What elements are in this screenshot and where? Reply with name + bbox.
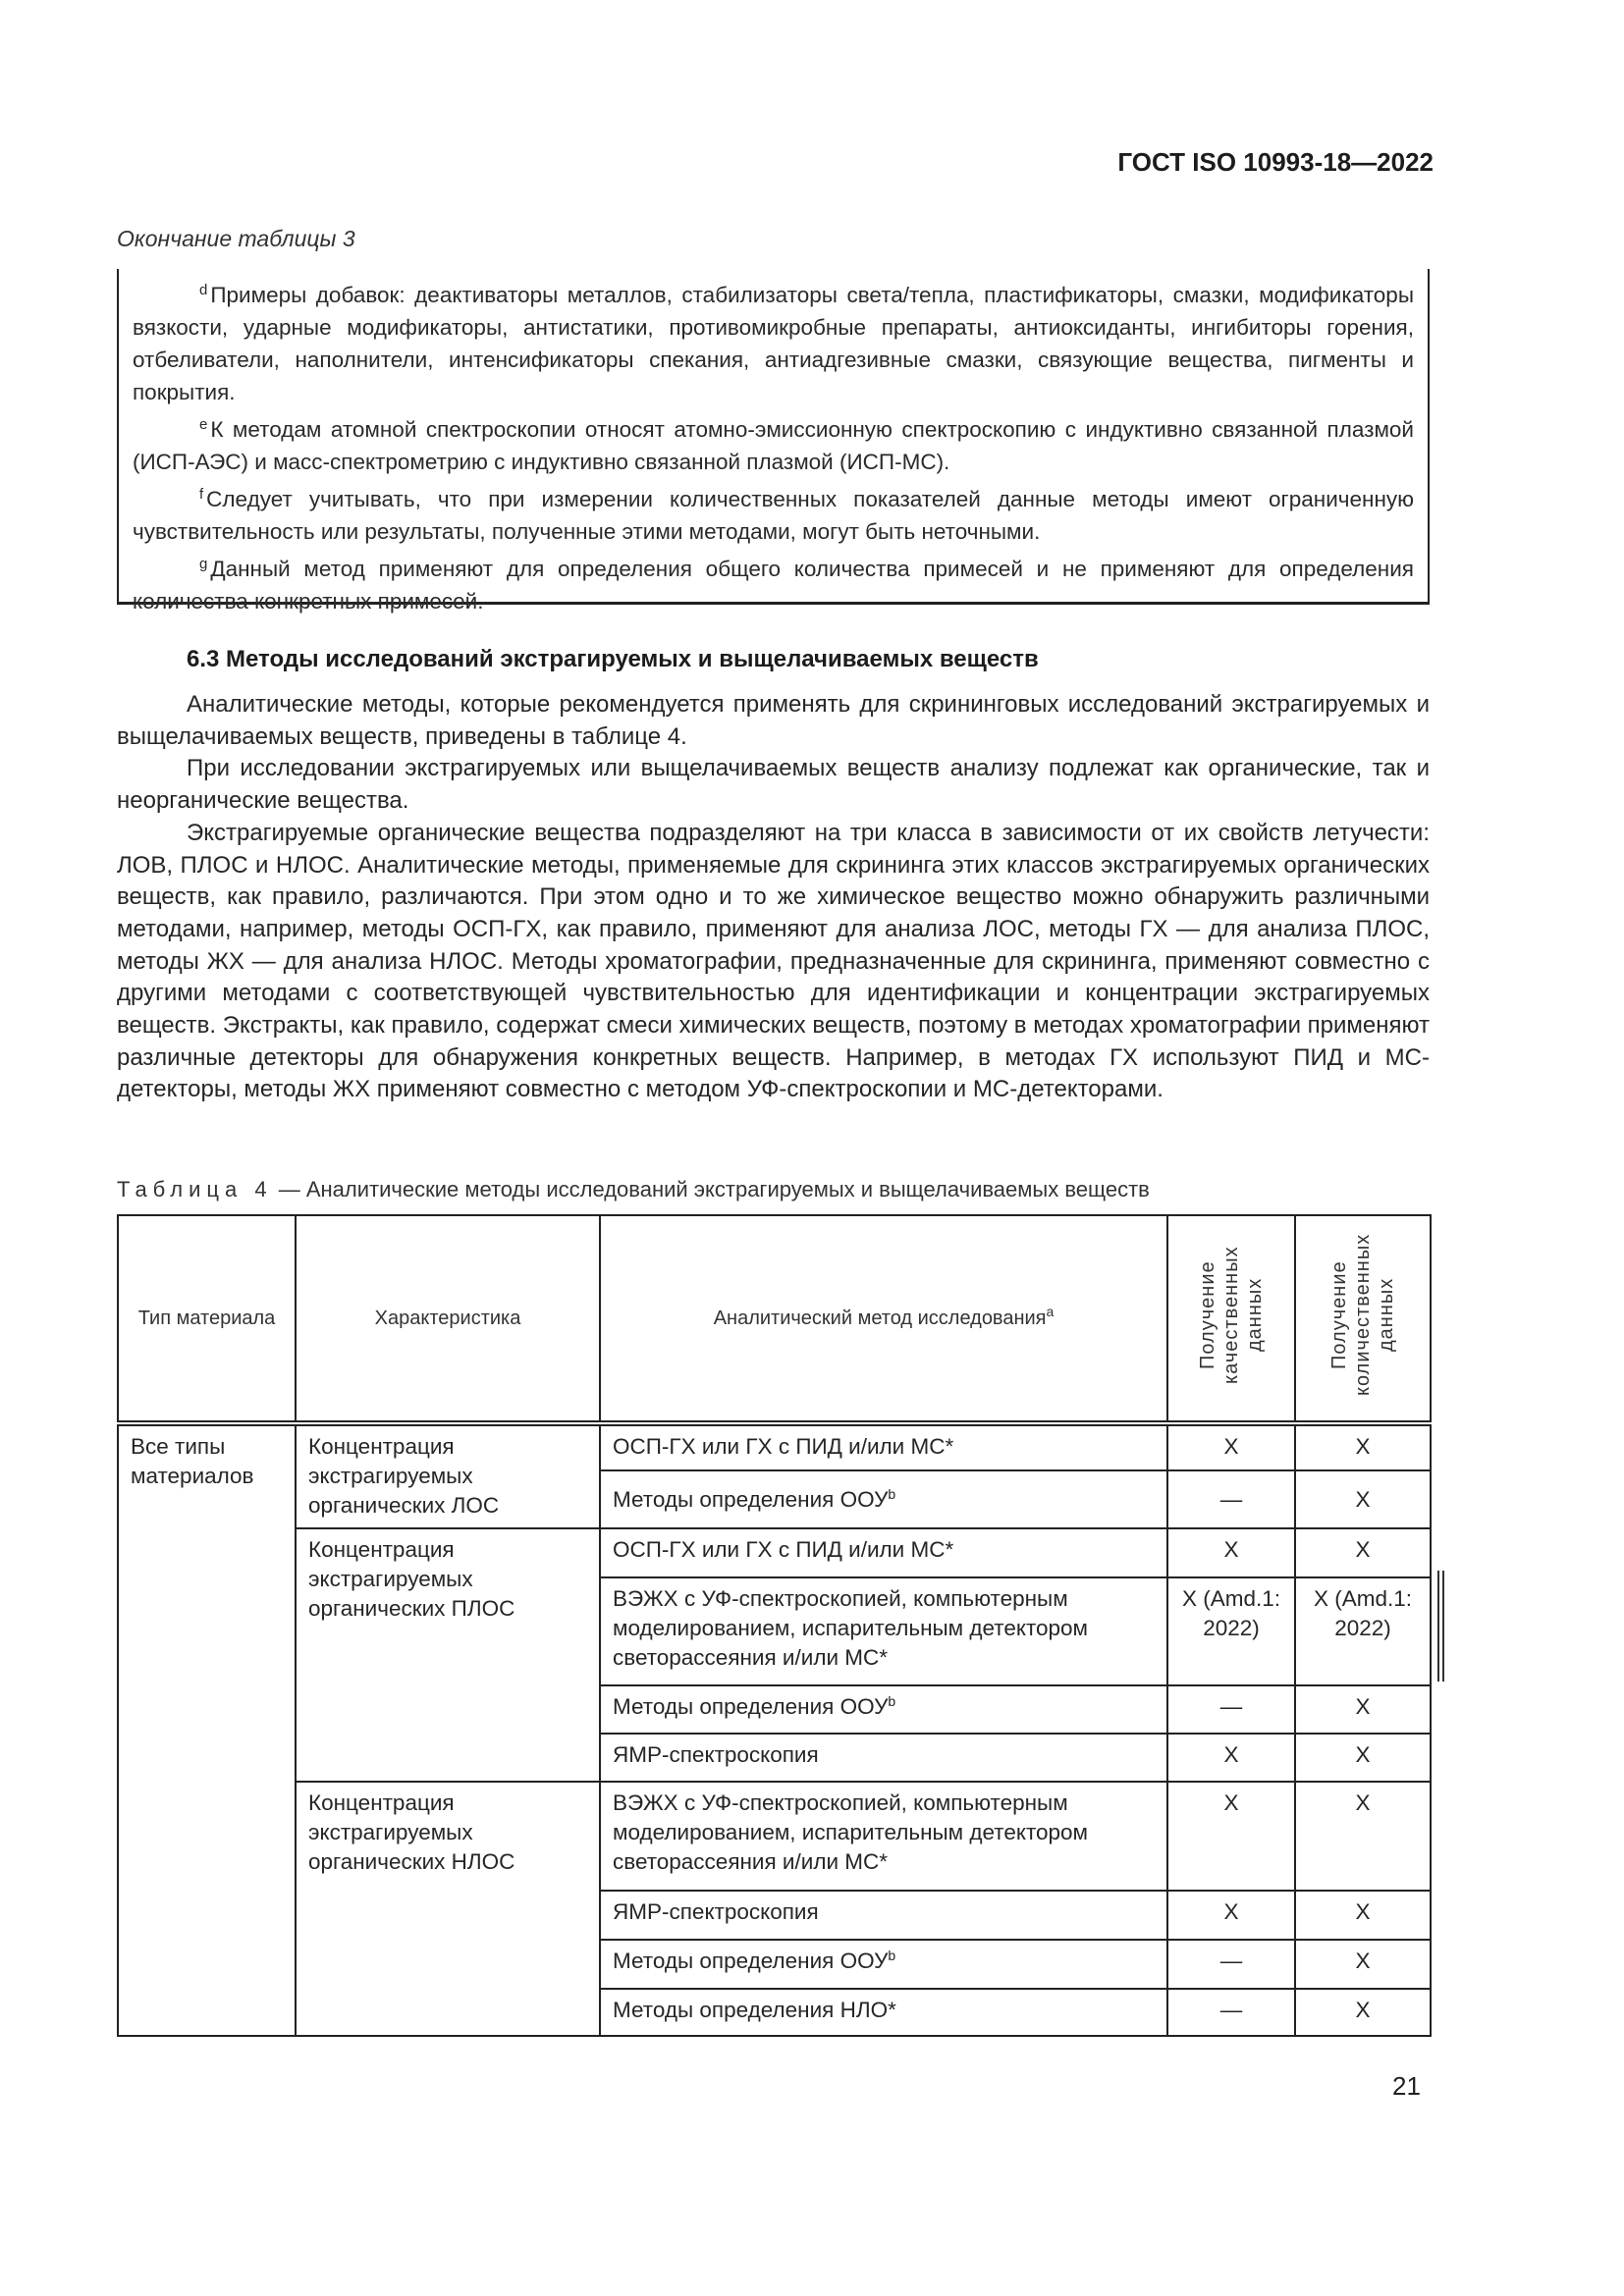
cell-quantitative: X — [1295, 1782, 1431, 1891]
cell-material-type: Все типы материалов — [118, 1423, 296, 2036]
table3-footnotes-box — [117, 269, 1430, 614]
table-row — [118, 1528, 1431, 1577]
footnote-d: $^d$ Примеры добавок: деактиваторы металлов, стабилизаторы света/тепла, пластификаторы, смазки, модификаторы вязкости, ударные модификаторы, антистатики, противомикробные препараты, антиоксиданты, ингибиторы горения, отбеливатели, наполнители, интенсификаторы спекания, антиадгезивные смазки, связующие вещества, пигменты и покрытия. — [133, 282, 1414, 404]
footnote-mark: e — [199, 416, 208, 433]
cell-qualitative: — — [1167, 1470, 1295, 1528]
header-characteristic: Характеристика — [296, 1215, 600, 1423]
cell-method: Методы определения ООУ$^b$ — [600, 1470, 1167, 1528]
header-method: Аналитический метод исследования$^a$ — [600, 1215, 1167, 1423]
cell-qualitative: — — [1167, 1940, 1295, 1989]
cell-characteristic: Концентрация экстрагируемых органических НЛОС — [296, 1782, 600, 2036]
cell-method: ЯМР-спектроскопия — [600, 1891, 1167, 1940]
cell-quantitative: X — [1295, 1891, 1431, 1940]
cell-quantitative: X — [1295, 1470, 1431, 1528]
cell-qualitative: X — [1167, 1528, 1295, 1577]
cell-qualitative: — — [1167, 1685, 1295, 1734]
document-code: ГОСТ ISO 10993-18—2022 — [1117, 147, 1434, 177]
paragraph: При исследовании экстрагируемых или выщелачиваемых веществ анализу подлежат как органические, так и неорганические вещества. — [117, 755, 1430, 815]
cell-qualitative: X — [1167, 1423, 1295, 1470]
page-number: 21 — [1392, 2071, 1421, 2101]
amendment-change-bar — [1437, 1571, 1444, 1682]
header-quantitative: Получение количественных данных — [1295, 1215, 1431, 1423]
table4 — [117, 1214, 1432, 2037]
footnote-g: $^g$ Данный метод применяют для определения общего количества примесей и не применяют для определения количества конкретных примесей. — [133, 556, 1414, 614]
cell-quantitative: X — [1295, 1989, 1431, 2036]
header-qualitative: Получение качественных данных — [1167, 1215, 1295, 1423]
cell-qualitative: — — [1167, 1989, 1295, 2036]
cell-method: ЯМР-спектроскопия — [600, 1734, 1167, 1782]
cell-quantitative: X — [1295, 1685, 1431, 1734]
table-row — [118, 1423, 1431, 1470]
paragraph: Экстрагируемые органические вещества подразделяют на три класса в зависимости от их свойств летучести: ЛОВ, ПЛОС и НЛОС. Аналитические методы, применяемые для скрининга этих классов экстрагируемых органических веществ, как правило, различаются. При этом одно и то же химическое вещество можно обнаружить различными методами, например, методы ОСП-ГХ, как правило, применяют для анализа ЛОС, методы ГХ — для анализа ПЛОС, методы ЖХ — для анализа НЛОС. Методы хроматографии, предназначенные для скрининга, применяют совместно с другими методами с соответствующей чувствительностью для идентификации и концентрации экстрагируемых веществ. Экстракты, как правило, содержат смеси химических веществ, поэтому в методах хроматографии применяют различные детекторы для обнаружения конкретных веществ. Например, в методах ГХ используют ПИД и МС-детекторы, методы ЖХ применяют совместно с методом УФ-спектроскопии и МС-детекторами. — [117, 819, 1430, 1103]
footnote-e: $^e$ К методам атомной спектроскопии относят атомно-эмиссионную спектроскопию с индуктивно связанной плазмой (ИСП-АЭС) и масс-спектрометрию с индуктивно связанной плазмой (ИСП-МС). — [133, 416, 1414, 474]
cell-method: ОСП-ГХ или ГХ с ПИД и/или МС* — [600, 1528, 1167, 1577]
footnote-mark: d — [199, 282, 208, 298]
footnote-mark: f — [199, 486, 204, 503]
cell-method: ВЭЖХ с УФ-спектроскопией, компьютерным моделированием, испарительным детектором светорассеяния и/или МС* — [600, 1577, 1167, 1685]
table-continuation-caption: Окончание таблицы 3 — [117, 226, 355, 251]
cell-method: Методы определения ООУ$^b$ — [600, 1940, 1167, 1989]
cell-quantitative: X — [1295, 1940, 1431, 1989]
cell-qualitative: X — [1167, 1734, 1295, 1782]
cell-characteristic: Концентрация экстрагируемых органических ЛОС — [296, 1423, 600, 1528]
section-body — [117, 689, 1430, 1106]
cell-qualitative: X — [1167, 1782, 1295, 1891]
table-row — [118, 1782, 1431, 1891]
cell-quantitative: X — [1295, 1734, 1431, 1782]
table-header-row — [118, 1215, 1431, 1423]
cell-qualitative: X (Amd.1: 2022) — [1167, 1577, 1295, 1685]
footnote-mark: g — [199, 556, 208, 572]
paragraph: Аналитические методы, которые рекомендуется применять для скрининговых исследований экстрагируемых и выщелачиваемых веществ, приведены в таблице 4. — [117, 691, 1430, 750]
table-label: Таблица 4 — [117, 1177, 273, 1201]
cell-method: Методы определения ООУ$^b$ — [600, 1685, 1167, 1734]
section-heading: 6.3 Методы исследований экстрагируемых и выщелачиваемых веществ — [187, 646, 1039, 672]
footnote-f: $^f$ Следует учитывать, что при измерении количественных показателей данные методы имеют ограниченную чувствительность или результаты, полученные этими методами, могут быть неточными. — [133, 486, 1414, 544]
cell-quantitative: X — [1295, 1423, 1431, 1470]
cell-quantitative: X (Amd.1: 2022) — [1295, 1577, 1431, 1685]
cell-method: ВЭЖХ с УФ-спектроскопией, компьютерным моделированием, испарительным детектором светорассеяния и/или МС* — [600, 1782, 1167, 1891]
cell-characteristic: Концентрация экстрагируемых органических ПЛОС — [296, 1528, 600, 1782]
cell-qualitative: X — [1167, 1891, 1295, 1940]
table4-caption — [117, 1177, 1150, 1202]
table-title: — Аналитические методы исследований экстрагируемых и выщелачиваемых веществ — [272, 1177, 1150, 1201]
cell-quantitative: X — [1295, 1528, 1431, 1577]
cell-method: ОСП-ГХ или ГХ с ПИД и/или МС* — [600, 1423, 1167, 1470]
cell-method: Методы определения НЛО* — [600, 1989, 1167, 2036]
header-material-type: Тип материала — [118, 1215, 296, 1423]
